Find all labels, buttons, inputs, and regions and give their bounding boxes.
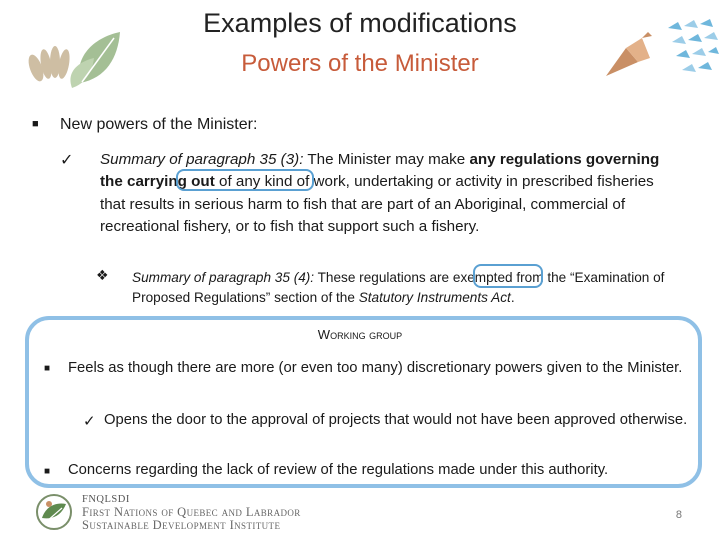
- paragraph-35-3-ref: Summary of paragraph 35 (3):: [100, 151, 304, 168]
- paragraph-35-3-text-a: The Minister may make: [303, 151, 470, 168]
- wg-item-2-text: Concerns regarding the lack of review of the regulations made under this authority.: [68, 462, 609, 478]
- paragraph-35-4-text-b: .: [510, 289, 515, 305]
- working-group-title: Working group: [317, 327, 403, 342]
- paragraph-35-4: [132, 268, 672, 307]
- highlight-oval-carrying-out: [176, 169, 314, 191]
- slide-title: Examples of modifications: [203, 8, 517, 38]
- org-abbreviation: FNQLSDI: [82, 494, 130, 505]
- checkmark-icon: ✓: [83, 413, 96, 430]
- bird-fish-logo-icon: [598, 18, 720, 88]
- paragraph-35-4-act: Statutory Instruments Act: [358, 289, 511, 305]
- checkmark-icon: ✓: [60, 152, 74, 169]
- institute-logo-icon: [34, 492, 74, 532]
- paragraph-35-3-text-b: of any kind of work, undertaking or activity in prescribed fisheries that results in serious harm to fish that are part of an Aboriginal, commercial of recreational fishery, or to fish that support such a fishery.: [100, 173, 654, 235]
- page-number: 8: [675, 509, 682, 521]
- bullet-new-powers-text: New powers of the Minister:: [60, 116, 258, 133]
- org-name-line-1: First Nations of Quebec and Labrador: [82, 505, 301, 519]
- diamond-bullet-icon: ❖: [96, 267, 109, 283]
- paragraph-35-3: [100, 149, 660, 238]
- hands-leaves-logo-icon: [22, 18, 132, 98]
- paragraph-35-4-ref: Summary of paragraph 35 (4):: [132, 270, 315, 285]
- square-bullet-icon: ■: [44, 466, 51, 477]
- wg-item-1-text: Feels as though there are more (or even too many) discretionary powers given to the Minister.: [68, 360, 683, 376]
- org-name-line-2: Sustainable Development Institute: [82, 518, 281, 532]
- square-bullet-icon: ■: [44, 363, 51, 374]
- highlight-oval-exempted: [473, 264, 543, 288]
- square-bullet-icon: ■: [32, 118, 39, 130]
- paragraph-35-3-bold: any regulations governing the carrying out: [100, 151, 660, 191]
- slide-subtitle: Powers of the Minister: [241, 50, 479, 77]
- paragraph-35-4-text-a: These regulations are exempted from the “Examination of Proposed Regulations” section of the: [132, 270, 665, 305]
- wg-item-1-sub-text: Opens the door to the approval of projects that would not have been approved otherwise.: [104, 412, 688, 428]
